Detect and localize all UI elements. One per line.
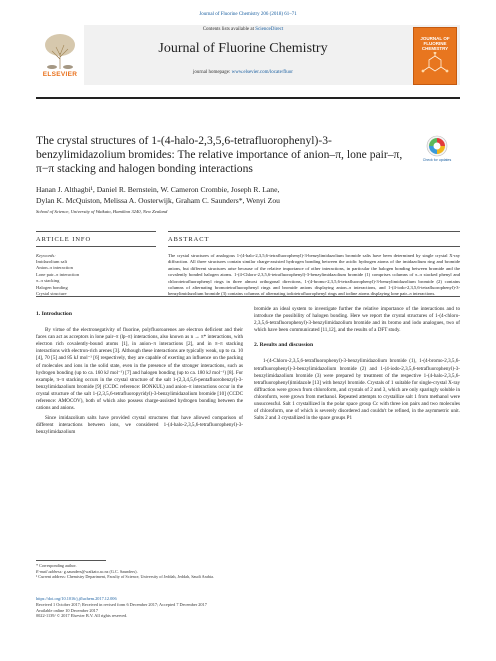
journal-title: Journal of Fluorine Chemistry [158,41,328,56]
author-line-2: Dylan K. McQuiston, Melissa A. Oosterwijk, Graham C. Saunders*, Wenyi Zou [36,196,280,205]
introduction-heading: 1. Introduction [36,311,72,317]
keywords-list [36,259,156,297]
footnotes [36,563,256,580]
right-column-paragraph-1: bromide an ideal system to investigate further the relative importance of the interactions and to introduce the possibility of halogen bonding. Here we report the crystal structures of 1-(4-chloro-2,3,5,6-tetrafluorophenyl)-3-benzylimidazolium bromide and its bromo and iodo analogues, two of which have been communicated [11,12], and the results of a DFT study. [254,306,460,334]
cover-title: JOURNAL OF FLUORINE CHEMISTRY [420,36,450,51]
keyword-item: Crystal structure [36,291,67,297]
email-address[interactable]: g.saunders@waikato.ac.nz (G.C. Saunders). [63,568,138,574]
results-paragraph-1: 1-(4-Chloro-2,3,5,6-tetrafluorophenyl)-3-benzylimidazolium bromide (1), 1-(4-bromo-2,3,5,6-tetrafluorophenyl)-3-benzylimidazolium bromide (2) and 1-(4-iodo-2,3,5,6-tetrafluorophenyl)-3-benzylimidazolium bromide (3) were prepared by treatment of the respective 1-(4-halo-2,3,5,6-tetrafluorophenyl)imidazole [13] with benzyl bromide. Crystals of 1 suitable for single-crystal X-ray diffraction were grown from chloroform, and crystals of 2 and 3, which are only sparingly soluble in chloroform, were grown from methanol. Repeated attempts to crystallize salt 1 from methanol were unsuccessful. Salt 1 crystallized in the polar space group Cc with three ion pairs and two molecules of chloroform, one of which is severely disordered and couldn't be refined, in the asymmetric unit. Salts 2 and 3 crystallized in the space groups P1 [254,358,460,422]
introduction-paragraph-1: By virtue of the electronegativity of fluorine, polyfluoroarenes are electron deficient and their faces can act as acceptors in lone pair–π (lp–π) interactions, also known as n → π* interactions, with electron rich covalently-bound atoms [1], in anion–π interactions [2], and in π–π stacking interactions with electron-rich arenes [3]. Although these interactions are typically weak, up to ca. 10 [4], 70 [5] and 85 kJ mol⁻¹ [6] respectively, they are capable of exerting an influence on the packing of molecules and ions in the solid state, even in the presence of the stronger interactions, such as hydrogen bonding (up to ca. 160 kJ mol⁻¹) [7] and halogen bonding (up to ca. 180 kJ mol⁻¹) [8]. For example, π–π stacking occurs in the crystal structure of the salt 1-(2,3,4,5,6-pentafluorobenzyl)-3-benzylimidazolium bromide [9] (CCDC reference: BONKUL) and anion–π interactions occur in the crystal structure of the salt 1-(2,3,5,6-tetrafluoropyridyl)-3-benzylimidazolium bromide [10] (CCDC reference: AMOCOV), both of which also possess charge-assisted hydrogen bonding between the cations and anions. [36,327,243,412]
results-heading: 2. Results and discussion [254,342,314,349]
sciencedirect-link[interactable]: ScienceDirect [255,27,284,32]
available-online-date: Available online 10 December 2017 [36,607,98,613]
article-info-top-rule [36,231,156,232]
keyword-item: π–π stacking [36,278,60,284]
contents-prefix: Contents lists available at [202,27,254,32]
abstract-heading: ABSTRACT [168,236,210,243]
footnote-rule [36,560,106,561]
article-footer [36,596,336,619]
doi-link[interactable]: https://doi.org/10.1016/j.jfluchem.2017.12.006 [36,596,117,601]
corresponding-author-note: * Corresponding author. [36,563,77,568]
crossmark-icon[interactable] [426,135,448,157]
affiliation: School of Science, University of Waikato, Hamilton 3240, New Zealand [36,209,168,214]
homepage-link[interactable]: www.elsevier.com/locate/fluor [231,70,293,75]
keyword-item: Imidazolium salt [36,259,68,264]
running-header: Journal of Fluorine Chemistry 206 (2018) 61–71 [199,12,297,17]
body-left-column [36,311,243,437]
cover-molecule-art-icon [419,52,451,78]
introduction-paragraph-2: Since imidazolium salts have provided crystal structures that have allowed comparison of different interactions between ions, we considered 1-(4-halo-2,3,5,6-tetrafluorophenyl)-3-benzylimidazolium [36,415,243,436]
contents-available-line [84,27,402,32]
current-address-note: ¹ Current address: Chemistry Department, Faculty of Science, University of Jeddah, Jeddah, Saudi Arabia. [36,574,215,580]
abstract-top-rule [168,231,460,232]
abstract-sub-rule [168,246,460,247]
body-right-column [254,306,460,422]
article-info-sub-rule [36,246,156,247]
article-title: The crystal structures of 1-(4-halo-2,3,5,6-tetrafluorophenyl)-3-benzylimidazolium bromides: The relative importance of anion–π, lone pair–π, π−π stacking and halogen bonding interactions [36,134,403,175]
abstract-text: The crystal structures of analogous 1-(4-halo-2,3,5,6-tetrafluorophenyl)-3-benzylimidazolium bromide salts have been determined by single crystal X-ray diffraction. All three structures contain similar charge-assisted hydrogen bonding between the acidic hydrogen atoms of the imidazolium ring and bromide anions, but different structures arise because of the relative importance of other interactions, in particular the halogen bonding between bromide and the covalently bonded halogen atoms. 1-(4-Chloro-2,3,5,6-tetrafluorophenyl)-3-benzylimidazolium bromide (1) comprises columns of π–π stacked phenyl and chlorotetrafluorophenyl rings in three almost orthogonal directions, 1-(4-bromo-2,3,5,6-tetrafluorophenyl)-3-benzylimidazolium bromide (2) contains columns of alternating bromotetrafluorophenyl rings and bromide anions displaying anion–π interactions, and 1-(4-iodo-2,3,5,6-tetrafluorophenyl)-3-benzylimidazolium bromide (3) contains columns of alternating iodotetrafluorophenyl rings and iodine atoms displaying lone pair–π interactions. [168,253,460,297]
keywords-label: Keywords: [36,253,56,258]
abstract-bottom-rule [36,296,460,297]
crossmark-label[interactable]: Check for updates [422,158,452,162]
email-label: E-mail address: [36,568,63,574]
publisher-name: ELSEVIER [42,71,78,78]
article-info-heading: ARTICLE INFO [36,236,92,243]
keyword-item: Lone pair–π interaction [36,271,80,277]
copyright-line: 0022-1139/ © 2017 Elsevier B.V. All rights reserved. [36,613,128,619]
author-line-1: Hanan J. Althagbi¹, Daniel R. Bernstein, W. Cameron Crombie, Joseph R. Lane, [36,185,280,194]
homepage-prefix: journal homepage: [193,70,231,75]
received-dates: Received 1 October 2017; Received in revised form 6 December 2017; Accepted 7 December 2017 [36,601,207,607]
author-list [36,184,460,206]
keyword-item: Anion–π interaction [36,265,73,271]
journal-homepage-line [84,70,402,75]
masthead-bottom-rule [36,97,460,99]
keyword-item: Halogen bonding [36,284,68,290]
